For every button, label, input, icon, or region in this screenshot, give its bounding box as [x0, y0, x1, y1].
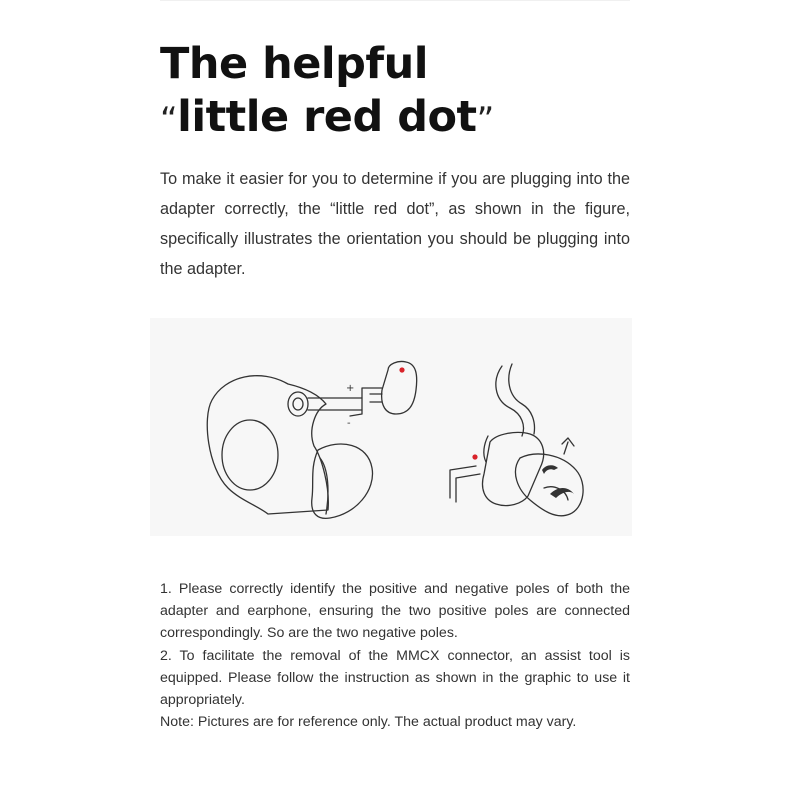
- intro-paragraph: To make it easier for you to determine if you are plugging into the adapter correctly, the “little red dot”, as shown in the figure, specifically illustrates the orientation you should be plugging into the adapter.: [160, 170, 630, 278]
- earphone-shell: [207, 376, 328, 514]
- mmcx-socket: [288, 392, 308, 416]
- note-disclaimer: Note: Pictures are for reference only. The actual product may vary.: [160, 714, 577, 731]
- note-1: 1. Please correctly identify the positive and negative poles of both the adapter and earphone, ensuring the two positive poles are connected correspondingly. So are the two negative poles.: [160, 581, 630, 642]
- red-dot-connector: [472, 454, 477, 459]
- title-line-2-text: little red dot: [177, 92, 477, 142]
- page-title: [160, 38, 640, 147]
- pull-arrow-icon: [542, 465, 558, 474]
- illustration-svg: [150, 318, 632, 536]
- plus-label: +: [346, 383, 355, 394]
- plug-pins-right: [450, 466, 480, 502]
- up-arrow: [562, 438, 574, 454]
- cable-plug: [382, 361, 417, 414]
- notes-section: [160, 578, 630, 733]
- title-open-quote: “: [160, 100, 178, 140]
- plug-pins: [370, 394, 382, 402]
- top-divider: [160, 0, 630, 1]
- connector-body: [483, 432, 544, 505]
- title-line-1: The helpful: [160, 39, 428, 89]
- title-close-quote: ”: [476, 100, 494, 140]
- cable-right: [496, 366, 524, 436]
- minus-label: -: [347, 418, 351, 429]
- note-2: 2. To facilitate the removal of the MMCX connector, an assist tool is equipped. Please follow the instruction as shown in the graphic to use it appropriately.: [160, 647, 630, 709]
- assist-tool: [515, 454, 583, 516]
- cable-right-2: [509, 364, 535, 434]
- mmcx-socket-inner: [293, 398, 303, 410]
- eartip: [312, 444, 373, 518]
- title-line-2: [160, 91, 640, 147]
- earphone-faceplate: [222, 420, 278, 490]
- guide-bar: [308, 398, 362, 410]
- tool-swoosh: [550, 488, 574, 498]
- red-dot-plug: [399, 367, 404, 372]
- connector-illustration: [150, 318, 632, 536]
